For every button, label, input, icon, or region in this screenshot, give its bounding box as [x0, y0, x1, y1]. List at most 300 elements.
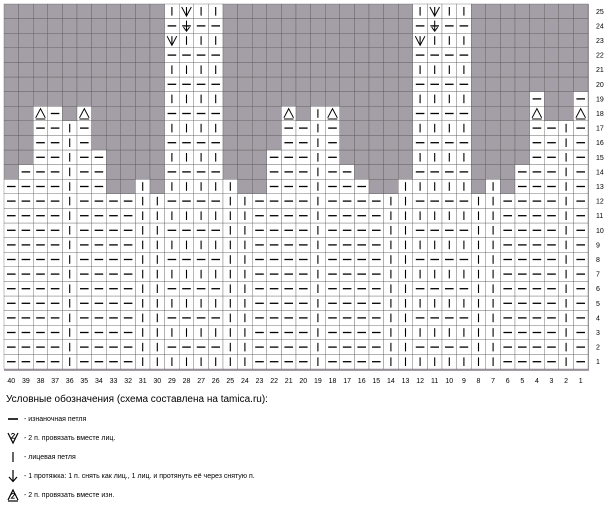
chart-cell [267, 19, 282, 34]
chart-cell [500, 62, 515, 77]
row-number: 3 [596, 330, 600, 337]
chart-cell [515, 4, 530, 19]
column-number: 20 [299, 378, 308, 385]
chart-cell [311, 48, 326, 63]
chart-cell [296, 92, 311, 107]
chart-cell [238, 165, 253, 180]
row-number: 25 [596, 8, 604, 16]
legend-item-knit-text: - лицевая петля [24, 453, 76, 461]
chart-cell [19, 19, 34, 34]
column-numbers [7, 378, 582, 385]
chart-cell [486, 121, 501, 136]
chart-cell [252, 121, 267, 136]
chart-cell [296, 106, 311, 121]
column-number: 14 [387, 378, 395, 385]
column-number: 37 [51, 378, 59, 385]
chart-cell [77, 4, 92, 19]
row-number: 11 [596, 213, 604, 221]
chart-cell [62, 4, 77, 19]
chart-cell [77, 62, 92, 77]
chart-cell [500, 48, 515, 63]
legend-item-purl [6, 412, 606, 426]
chart-cell [369, 106, 384, 121]
row-number: 24 [596, 23, 604, 31]
legend [6, 394, 606, 507]
column-number: 35 [80, 378, 89, 385]
arrow-down-icon [6, 469, 20, 483]
chart-cell [150, 135, 165, 150]
chart-cell [106, 4, 121, 19]
chart-cell [223, 150, 238, 165]
column-number: 39 [22, 378, 30, 385]
chart-cell [384, 77, 399, 92]
chart-cell [19, 106, 34, 121]
chart-cell [223, 77, 238, 92]
chart-cell [4, 4, 19, 19]
chart-cell [150, 121, 165, 136]
chart-cell [33, 92, 48, 107]
chart-cell [223, 19, 238, 34]
row-number: 1 [596, 359, 600, 367]
chart-cell [325, 92, 340, 107]
chart-cell [340, 4, 355, 19]
chart-cell [48, 4, 63, 19]
chart-cell [33, 62, 48, 77]
chart-cell [311, 19, 326, 34]
column-number: 17 [343, 378, 351, 385]
chart-cell [106, 121, 121, 136]
chart-cell [369, 121, 384, 136]
chart-cell [559, 19, 574, 34]
chart-cell [544, 92, 559, 107]
chart-cell [500, 33, 515, 48]
chart-cell [354, 48, 369, 63]
chart-cell [135, 121, 150, 136]
chart-cell [121, 165, 136, 180]
chart-cell [369, 165, 384, 180]
chart-cell [471, 179, 486, 194]
chart-cell [573, 33, 588, 48]
chart-cell [252, 4, 267, 19]
chart-cell [121, 179, 136, 194]
chart-cell [398, 106, 413, 121]
chart-cell [369, 150, 384, 165]
chart-cell [369, 77, 384, 92]
chart-cell [398, 48, 413, 63]
chart-cell [559, 33, 574, 48]
chart-cell [340, 48, 355, 63]
chart-cell [252, 135, 267, 150]
row-number: 2 [596, 344, 600, 352]
chart-cell [135, 48, 150, 63]
column-number: 27 [197, 378, 205, 385]
chart-cell [369, 33, 384, 48]
chart-cell [4, 135, 19, 150]
column-number: 13 [401, 378, 410, 385]
chart-cell [62, 77, 77, 92]
chart-cell [486, 62, 501, 77]
chart-cell [515, 92, 530, 107]
row-number: 17 [596, 125, 604, 133]
chart-cell [238, 106, 253, 121]
chart-cell [106, 62, 121, 77]
chart-cell [500, 19, 515, 34]
chart-cell [354, 106, 369, 121]
chart-cell [530, 33, 545, 48]
chart-cell [471, 4, 486, 19]
column-number: 26 [211, 378, 220, 385]
column-number: 24 [241, 378, 249, 385]
chart-cell [150, 19, 165, 34]
chart-cell [252, 77, 267, 92]
chart-cell [223, 165, 238, 180]
chart-cell [544, 48, 559, 63]
chart-cell [559, 4, 574, 19]
chart-cell [267, 92, 282, 107]
row-number: 16 [596, 140, 604, 148]
chart-cell [150, 106, 165, 121]
chart-cell [92, 92, 107, 107]
chart-cell [281, 19, 296, 34]
chart-cell [354, 92, 369, 107]
chart-cell [471, 48, 486, 63]
chart-cell [150, 179, 165, 194]
chart-cell [559, 62, 574, 77]
chart-cell [340, 150, 355, 165]
chart-cell [369, 135, 384, 150]
chart-cell [92, 62, 107, 77]
row-number: 12 [596, 198, 604, 206]
column-number: 40 [7, 378, 16, 385]
legend-item-k2tog-knit-text: - 2 п. провязать вместе лиц. [24, 434, 116, 442]
chart-cell [267, 33, 282, 48]
chart-cell [471, 62, 486, 77]
chart-cell [135, 77, 150, 92]
chart-cell [252, 33, 267, 48]
chart-cell [252, 165, 267, 180]
chart-cell [515, 121, 530, 136]
chart-cell [369, 62, 384, 77]
chart-cell [150, 92, 165, 107]
row-number: 15 [596, 154, 604, 162]
chart-cell [544, 19, 559, 34]
chart-cell [500, 179, 515, 194]
chart-cell [384, 62, 399, 77]
legend-item-purl-text: - изнаночная петля [24, 415, 87, 423]
chart-cell [384, 48, 399, 63]
chart-cell [223, 121, 238, 136]
chart-cell [238, 4, 253, 19]
chart-cell [500, 92, 515, 107]
row-number: 5 [596, 300, 600, 308]
chart-cell [515, 77, 530, 92]
chart-cell [4, 150, 19, 165]
chart-cell [573, 48, 588, 63]
chart-cell [92, 19, 107, 34]
chart-cell [77, 33, 92, 48]
chart-cell [48, 77, 63, 92]
chart-cell [106, 77, 121, 92]
chart-cell [252, 48, 267, 63]
chart-cell [33, 4, 48, 19]
chart-cell [4, 77, 19, 92]
chart-cell [121, 33, 136, 48]
chart-cell [340, 19, 355, 34]
chart-cell [486, 165, 501, 180]
chart-cell [62, 92, 77, 107]
chart-cell [106, 150, 121, 165]
chart-cell [135, 92, 150, 107]
chart-grid [4, 4, 588, 369]
chart-cell [296, 33, 311, 48]
chart-cell [398, 62, 413, 77]
chart-cell [544, 4, 559, 19]
column-number: 38 [36, 378, 45, 385]
chart-cell [150, 48, 165, 63]
chart-cell [4, 33, 19, 48]
chart-cell [354, 19, 369, 34]
row-number: 9 [596, 242, 600, 250]
chart-cell [19, 121, 34, 136]
chart-cell [515, 62, 530, 77]
chart-cell [106, 92, 121, 107]
chart-cell [486, 33, 501, 48]
chart-cell [486, 106, 501, 121]
column-number: 19 [314, 378, 322, 385]
chart-cell [267, 77, 282, 92]
legend-item-slip-text: - 1 протяжка: 1 п. снять как лиц., 1 лиц. и протянуть её через снятую п. [24, 472, 255, 480]
chart-cell [354, 165, 369, 180]
chart-cell [515, 106, 530, 121]
chart-cell [121, 4, 136, 19]
knit-line-icon [6, 450, 20, 464]
chart-cell [384, 135, 399, 150]
chart-cell [325, 77, 340, 92]
chart-cell [471, 77, 486, 92]
row-number: 4 [596, 315, 600, 323]
chart-cell [252, 179, 267, 194]
chart-cell [92, 106, 107, 121]
chart-cell [62, 106, 77, 121]
chart-cell [135, 33, 150, 48]
chart-cell [340, 92, 355, 107]
chart-cell [62, 33, 77, 48]
chart-cell [281, 4, 296, 19]
chart-cell [121, 121, 136, 136]
row-numbers [596, 9, 604, 366]
chart-cell [384, 150, 399, 165]
chart-cell [281, 62, 296, 77]
chart-cell [354, 121, 369, 136]
chart-cell [515, 48, 530, 63]
legend-item-slip [6, 469, 606, 483]
chart-cell [238, 92, 253, 107]
row-number: 23 [596, 38, 604, 45]
chart-cell [106, 165, 121, 180]
chart-cell [471, 135, 486, 150]
chart-cell [471, 92, 486, 107]
chart-cell [500, 135, 515, 150]
chart-cell [500, 165, 515, 180]
chart-cell [238, 179, 253, 194]
row-number: 6 [596, 286, 600, 294]
chart-cell [471, 33, 486, 48]
column-number: 29 [168, 378, 176, 385]
chart-cell [4, 19, 19, 34]
chart-cell [486, 4, 501, 19]
chart-cell [223, 62, 238, 77]
row-number: 22 [596, 52, 604, 60]
chart-cell [384, 19, 399, 34]
column-number: 3 [549, 378, 554, 385]
chart-cell [77, 92, 92, 107]
chart-cell [135, 62, 150, 77]
chart-cell [238, 33, 253, 48]
column-number: 6 [505, 378, 510, 385]
chart-cell [135, 106, 150, 121]
chart-cell [48, 62, 63, 77]
chart-cell [544, 106, 559, 121]
column-number: 16 [357, 378, 366, 385]
row-number: 14 [596, 169, 604, 177]
chart-cell [267, 48, 282, 63]
chart-cell [471, 165, 486, 180]
k2tog-purl-icon [6, 488, 20, 502]
chart-cell [369, 92, 384, 107]
chart-cell [471, 19, 486, 34]
row-number: 20 [596, 81, 604, 89]
chart-cell [238, 77, 253, 92]
chart-cell [121, 135, 136, 150]
chart-cell [296, 19, 311, 34]
chart-cell [106, 106, 121, 121]
row-number: 19 [596, 96, 604, 104]
chart-cell [62, 19, 77, 34]
chart-cell [106, 179, 121, 194]
chart-cell [544, 62, 559, 77]
chart-cell [573, 19, 588, 34]
chart-cell [340, 106, 355, 121]
chart-cell [384, 165, 399, 180]
chart-cell [223, 135, 238, 150]
chart-cell [267, 135, 282, 150]
chart-cell [106, 33, 121, 48]
chart-cell [238, 62, 253, 77]
chart-cell [354, 77, 369, 92]
k2tog-knit-icon [6, 431, 20, 445]
chart-cell [121, 92, 136, 107]
legend-item-k2tog-purl [6, 488, 606, 502]
chart-cell [500, 4, 515, 19]
column-number: 30 [153, 378, 162, 385]
chart-cell [62, 62, 77, 77]
chart-cell [19, 92, 34, 107]
chart-cell [4, 121, 19, 136]
column-number: 25 [226, 378, 235, 385]
chart-cell [135, 4, 150, 19]
chart-cell [369, 48, 384, 63]
chart-cell [500, 77, 515, 92]
chart-cell [559, 106, 574, 121]
column-number: 7 [491, 378, 496, 385]
chart-cell [573, 77, 588, 92]
chart-cell [223, 48, 238, 63]
chart-cell [4, 106, 19, 121]
chart-cell [340, 33, 355, 48]
chart-cell [150, 150, 165, 165]
chart-cell [384, 92, 399, 107]
chart-cell [486, 48, 501, 63]
chart-cell [33, 33, 48, 48]
column-number: 33 [109, 378, 118, 385]
chart-cell [340, 77, 355, 92]
chart-cell [311, 62, 326, 77]
row-number: 21 [596, 67, 604, 75]
chart-cell [19, 4, 34, 19]
chart-cell [77, 77, 92, 92]
chart-cell [340, 135, 355, 150]
chart-cell [515, 19, 530, 34]
chart-cell [267, 121, 282, 136]
chart-cell [398, 92, 413, 107]
chart-cell [398, 33, 413, 48]
chart-cell [281, 48, 296, 63]
chart-cell [281, 92, 296, 107]
chart-cell [573, 62, 588, 77]
chart-cell [19, 33, 34, 48]
chart-cell [267, 62, 282, 77]
chart-cell [311, 77, 326, 92]
chart-cell [471, 121, 486, 136]
chart-cell [252, 106, 267, 121]
chart-cell [238, 19, 253, 34]
chart-cell [325, 4, 340, 19]
chart-cell [19, 62, 34, 77]
chart-cell [48, 48, 63, 63]
chart-cell [340, 62, 355, 77]
column-number: 28 [182, 378, 191, 385]
column-number: 22 [270, 378, 278, 385]
chart-cell [92, 33, 107, 48]
chart-cell [559, 92, 574, 107]
column-number: 8 [476, 378, 481, 385]
chart-cell [4, 92, 19, 107]
chart-cell [398, 135, 413, 150]
chart-cell [500, 121, 515, 136]
chart-cell [77, 48, 92, 63]
chart-cell [354, 4, 369, 19]
chart-cell [325, 48, 340, 63]
chart-cell [4, 48, 19, 63]
chart-cell [530, 19, 545, 34]
chart-cell [384, 4, 399, 19]
chart-cell [530, 48, 545, 63]
chart-cell [33, 48, 48, 63]
chart-cell [135, 135, 150, 150]
chart-cell [267, 4, 282, 19]
chart-cell [384, 33, 399, 48]
chart-cell [486, 77, 501, 92]
chart-cell [471, 150, 486, 165]
column-number: 9 [461, 378, 466, 385]
chart-cell [19, 135, 34, 150]
chart-cell [530, 77, 545, 92]
column-number: 23 [255, 378, 264, 385]
chart-cell [486, 19, 501, 34]
chart-cell [398, 19, 413, 34]
column-number: 21 [284, 378, 293, 385]
chart-cell [48, 92, 63, 107]
